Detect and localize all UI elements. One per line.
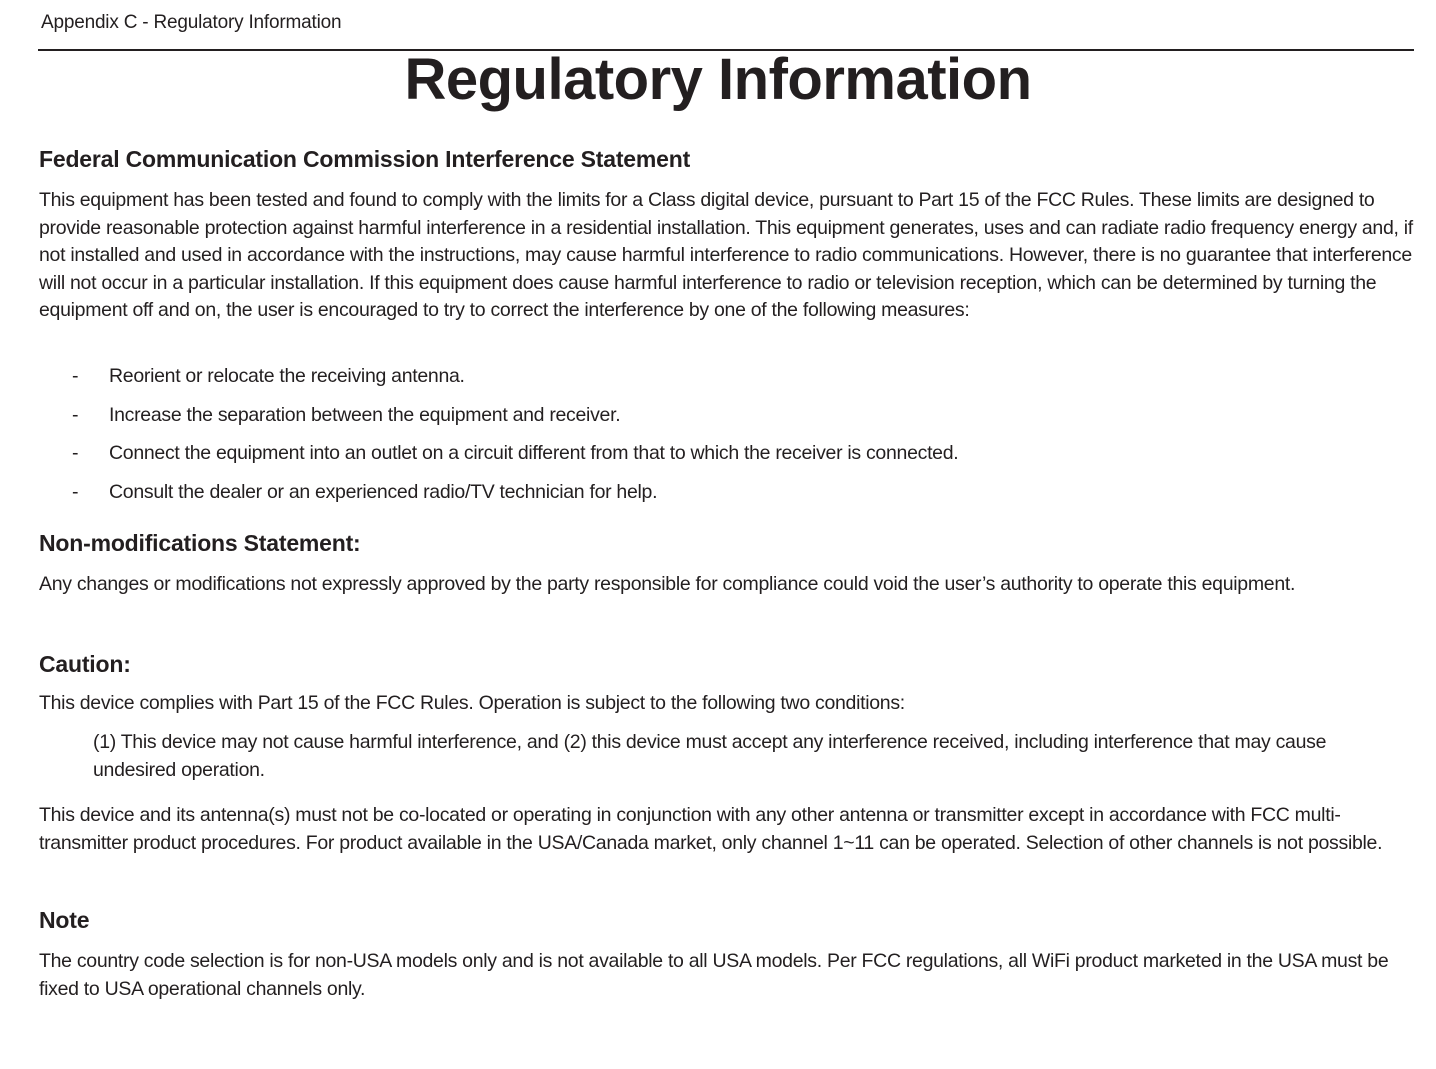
running-header: Appendix C - Regulatory Information (41, 12, 342, 33)
bullet-marker: - (72, 404, 79, 426)
measure-text: Connect the equipment into an outlet on a circuit different from that to which the receiver is connected. (109, 442, 959, 464)
bullet-marker: - (72, 442, 79, 464)
measure-text: Reorient or relocate the receiving antenna. (109, 365, 465, 387)
note-body: The country code selection is for non-USA models only and is not available to all USA models. Per FCC regulations, all WiFi product marketed in the USA must be fixed to USA operational channels only. (39, 950, 1389, 1000)
caution-intro: This device complies with Part 15 of the FCC Rules. Operation is subject to the following two conditions: (39, 692, 905, 714)
measure-text: Consult the dealer or an experienced radio/TV technician for help. (109, 481, 658, 503)
list-item (72, 442, 958, 465)
measure-text: Increase the separation between the equipment and receiver. (109, 404, 621, 426)
non-modifications-heading: Non-modifications Statement: (39, 530, 361, 556)
caution-heading: Caution: (39, 651, 131, 677)
non-modifications-body: Any changes or modifications not expressly approved by the party responsible for compliance could void the user’s authority to operate this equipment. (39, 573, 1296, 595)
caution-conditions: (1) This device may not cause harmful interference, and (2) this device must accept any interference received, including interference that may cause undesired operation. (93, 731, 1327, 781)
list-item (72, 365, 465, 388)
bullet-marker: - (72, 481, 79, 503)
fcc-heading: Federal Communication Commission Interference Statement (39, 146, 691, 172)
bullet-marker: - (72, 365, 79, 387)
caution-colocation: This device and its antenna(s) must not be co-located or operating in conjunction with any other antenna or transmitter except in accordance with FCC multi-transmitter product procedures. For product available in the USA/Canada market, only channel 1~11 can be operated. Selection of other channels is not possible. (39, 804, 1383, 854)
note-heading: Note (39, 907, 90, 933)
page-title: Regulatory Information (404, 47, 1032, 112)
fcc-body: This equipment has been tested and found to comply with the limits for a Class digital device, pursuant to Part 15 of the FCC Rules. These limits are designed to provide reasonable protection against harmful interference in a residential installation. This equipment generates, uses and can radiate radio frequency energy and, if not installed and used in accordance with the instructions, may cause harmful interference to radio communications. However, there is no guarantee that interference will not occur in a particular installation. If this equipment does cause harmful interference to radio or television reception, which can be determined by turning the equipment off and on, the user is encouraged to try to correct the interference by one of the following measures: (39, 189, 1413, 322)
list-item (72, 404, 620, 427)
list-item (72, 481, 657, 504)
